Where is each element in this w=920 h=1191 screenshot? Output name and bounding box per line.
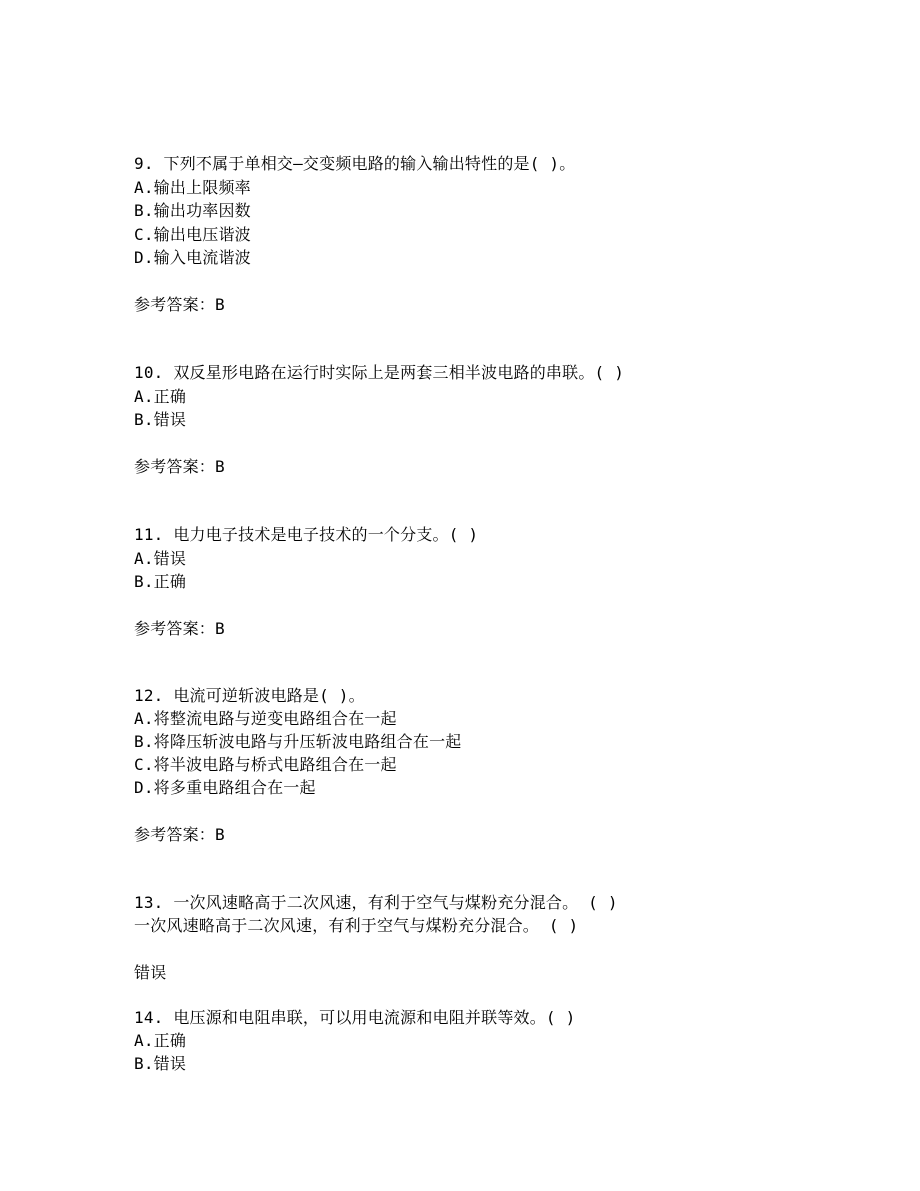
question-12-option-a: A.将整流电路与逆变电路组合在一起	[134, 709, 397, 728]
question-12-stem: 12. 电流可逆斩波电路是( )。	[134, 686, 365, 705]
question-12-option-c: C.将半波电路与桥式电路组合在一起	[134, 755, 397, 774]
question-13-stem: 13. 一次风速略高于二次风速，有利于空气与煤粉充分混合。 ( )	[134, 893, 618, 912]
question-9-answer: 参考答案：B	[134, 295, 225, 314]
question-9-option-b: B.输出功率因数	[134, 201, 251, 220]
question-11-option-a: A.错误	[134, 549, 187, 568]
question-14-option-b: B.错误	[134, 1054, 187, 1073]
question-12-answer: 参考答案：B	[134, 825, 225, 844]
question-9-option-d: D.输入电流谐波	[134, 248, 251, 267]
question-12-option-d: D.将多重电路组合在一起	[134, 778, 316, 797]
question-11-stem: 11. 电力电子技术是电子技术的一个分支。( )	[134, 525, 479, 544]
question-13-answer: 错误	[134, 963, 167, 982]
question-10-answer: 参考答案：B	[134, 457, 225, 476]
question-12-option-b: B.将降压斩波电路与升压斩波电路组合在一起	[134, 732, 462, 751]
question-10-stem: 10. 双反星形电路在运行时实际上是两套三相半波电路的串联。( )	[134, 363, 625, 382]
question-11-answer: 参考答案：B	[134, 619, 225, 638]
question-9-stem: 9. 下列不属于单相交—交变频电路的输入输出特性的是( )。	[134, 154, 576, 173]
question-9-option-c: C.输出电压谐波	[134, 225, 251, 244]
question-10-option-a: A.正确	[134, 387, 187, 406]
question-14-stem: 14. 电压源和电阻串联，可以用电流源和电阻并联等效。( )	[134, 1008, 576, 1027]
question-13-repeat: 一次风速略高于二次风速，有利于空气与煤粉充分混合。 ( )	[134, 916, 579, 935]
question-14-option-a: A.正确	[134, 1031, 187, 1050]
question-9-option-a: A.输出上限频率	[134, 178, 251, 197]
question-11-option-b: B.正确	[134, 572, 187, 591]
question-10-option-b: B.错误	[134, 410, 187, 429]
